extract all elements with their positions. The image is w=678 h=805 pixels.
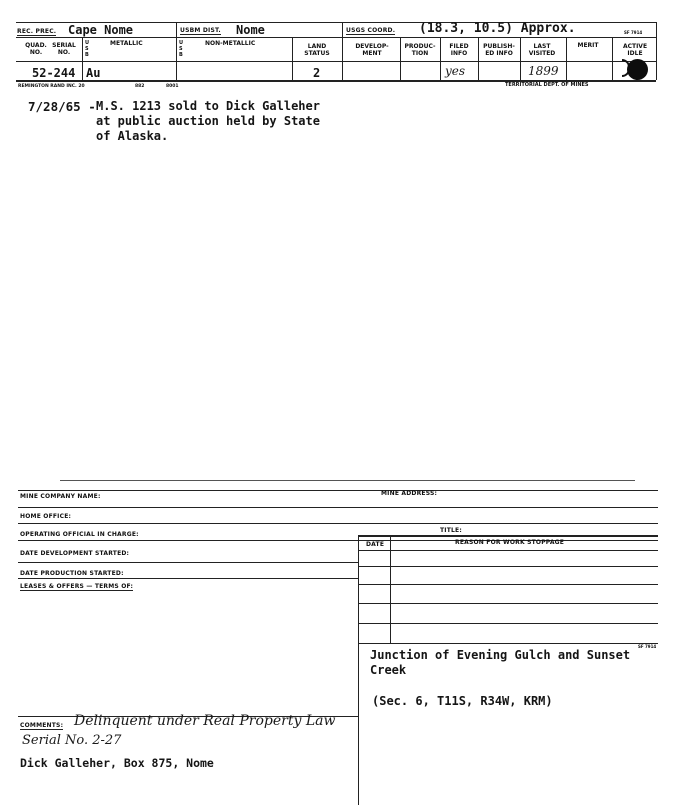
col-filed-info: FILED INFO bbox=[449, 43, 469, 57]
divider-filed bbox=[440, 37, 441, 80]
usbm-dist-label: USBM DIST. bbox=[180, 27, 221, 34]
lower-center-divider bbox=[358, 535, 359, 805]
owner-address: Dick Galleher, Box 875, Nome bbox=[20, 756, 214, 770]
serial-handwritten: Serial No. 2-27 bbox=[22, 733, 122, 748]
leases-offers-label: LEASES & OFFERS — TERMS OF: bbox=[20, 583, 134, 590]
divider-metallic bbox=[82, 37, 83, 80]
col-usbm-metallic: U S B bbox=[85, 40, 90, 58]
lower-rule-1 bbox=[18, 490, 658, 491]
col-production: PRODUC-TION bbox=[404, 43, 436, 57]
col-merit: MERIT bbox=[577, 42, 599, 49]
lower-top-faint-rule bbox=[60, 480, 635, 481]
rec-prec-label: REC. PREC. bbox=[17, 28, 57, 35]
card-right-edge bbox=[656, 22, 657, 80]
col-last-visited: LAST VISITED bbox=[528, 43, 556, 57]
stoppage-date-col: DATE bbox=[366, 541, 385, 548]
divider-last-visited bbox=[520, 37, 521, 80]
col-nonmetallic: NON-METALLIC bbox=[205, 40, 256, 47]
comments-label: COMMENTS: bbox=[20, 722, 64, 729]
col-usbm-nonmetallic: U S B bbox=[179, 40, 184, 58]
printer-code-1: 882 bbox=[135, 84, 145, 89]
divider-land-status bbox=[292, 37, 293, 80]
divider-active bbox=[612, 37, 613, 80]
territorial-dept: TERRITORIAL DEPT. OF MINES bbox=[505, 82, 589, 88]
date-production-started-label: DATE PRODUCTION STARTED: bbox=[20, 570, 124, 577]
title-label: TITLE: bbox=[440, 527, 462, 534]
quad-serial-value: 52-244 bbox=[32, 66, 76, 80]
location-section: (Sec. 6, T11S, R34W, KRM) bbox=[372, 694, 553, 708]
note-line-1: M.S. 1213 sold to Dick Galleher bbox=[96, 99, 320, 113]
location-description bbox=[370, 648, 650, 678]
usbm-dist-value: Nome bbox=[236, 23, 265, 37]
col-development: DEVELOP-MENT bbox=[355, 43, 389, 57]
form-number: SF 7914 bbox=[624, 30, 643, 35]
comments-handwritten: Delinquent under Real Property Law bbox=[74, 713, 336, 729]
stoppage-row-1 bbox=[358, 550, 658, 551]
divider-development bbox=[342, 37, 343, 80]
location-line-1: Junction of Evening Gulch and Sunset bbox=[370, 648, 631, 662]
stoppage-row-4 bbox=[358, 603, 658, 604]
header-divider-1 bbox=[176, 22, 177, 37]
stoppage-date-divider bbox=[390, 535, 391, 643]
stoppage-row-2 bbox=[358, 566, 658, 567]
usgs-coord-value: (18.3, 10.5) Approx. bbox=[419, 21, 576, 36]
col-active-idle: ACTIVE IDLE bbox=[622, 43, 648, 57]
col-quad: QUAD. NO. bbox=[25, 42, 47, 56]
stoppage-row-3 bbox=[358, 584, 658, 585]
last-visited-value: 1899 bbox=[528, 64, 559, 78]
mine-address-label: MINE ADDRESS: bbox=[381, 490, 438, 497]
mine-company-name-label: MINE COMPANY NAME: bbox=[20, 493, 101, 500]
note-line-3: of Alaska. bbox=[96, 129, 169, 143]
note-body bbox=[96, 99, 320, 144]
col-land-status: LAND STATUS bbox=[304, 43, 330, 57]
divider-production bbox=[400, 37, 401, 80]
printer-code-2: 8001 bbox=[166, 84, 179, 89]
header-divider-2 bbox=[342, 22, 343, 37]
note-date: 7/28/65 - bbox=[28, 99, 96, 114]
divider-merit bbox=[566, 37, 567, 80]
lower-rule-6 bbox=[18, 578, 358, 579]
divider-published bbox=[478, 37, 479, 80]
filed-info-value: yes bbox=[445, 64, 466, 78]
stoppage-top-rule bbox=[358, 535, 658, 537]
printer-credit: REMINGTON RAND INC. 20 bbox=[18, 84, 85, 89]
active-idle-dot bbox=[627, 59, 648, 80]
col-metallic: METALLIC bbox=[110, 40, 143, 47]
date-development-started-label: DATE DEVELOPMENT STARTED: bbox=[20, 550, 130, 557]
lower-rule-3 bbox=[18, 523, 658, 524]
location-line-2: Creek bbox=[370, 663, 407, 677]
col-published-info: PUBLISH-ED INFO bbox=[483, 43, 515, 57]
usgs-coord-label: USGS COORD. bbox=[346, 27, 396, 34]
stoppage-row-5 bbox=[358, 623, 658, 624]
home-office-label: HOME OFFICE: bbox=[20, 513, 72, 520]
note-line-2: at public auction held by State bbox=[96, 114, 320, 128]
rec-prec-value: Cape Nome bbox=[68, 23, 134, 37]
operating-official-label: OPERATING OFFICIAL IN CHARGE: bbox=[20, 531, 139, 538]
metallic-value: Au bbox=[86, 66, 101, 80]
lower-rule-2 bbox=[18, 507, 658, 508]
stoppage-reason-col: REASON FOR WORK STOPPAGE bbox=[455, 539, 565, 546]
col-serial: SERIAL NO. bbox=[52, 42, 76, 56]
column-header-rule bbox=[16, 61, 656, 62]
stoppage-row-6 bbox=[358, 643, 658, 644]
header-bottom-rule bbox=[16, 37, 656, 38]
divider-nonmetallic bbox=[176, 37, 177, 80]
land-status-value: 2 bbox=[313, 66, 321, 80]
lower-rule-5 bbox=[18, 562, 358, 563]
form-number-2: SF 7914 bbox=[638, 644, 657, 649]
